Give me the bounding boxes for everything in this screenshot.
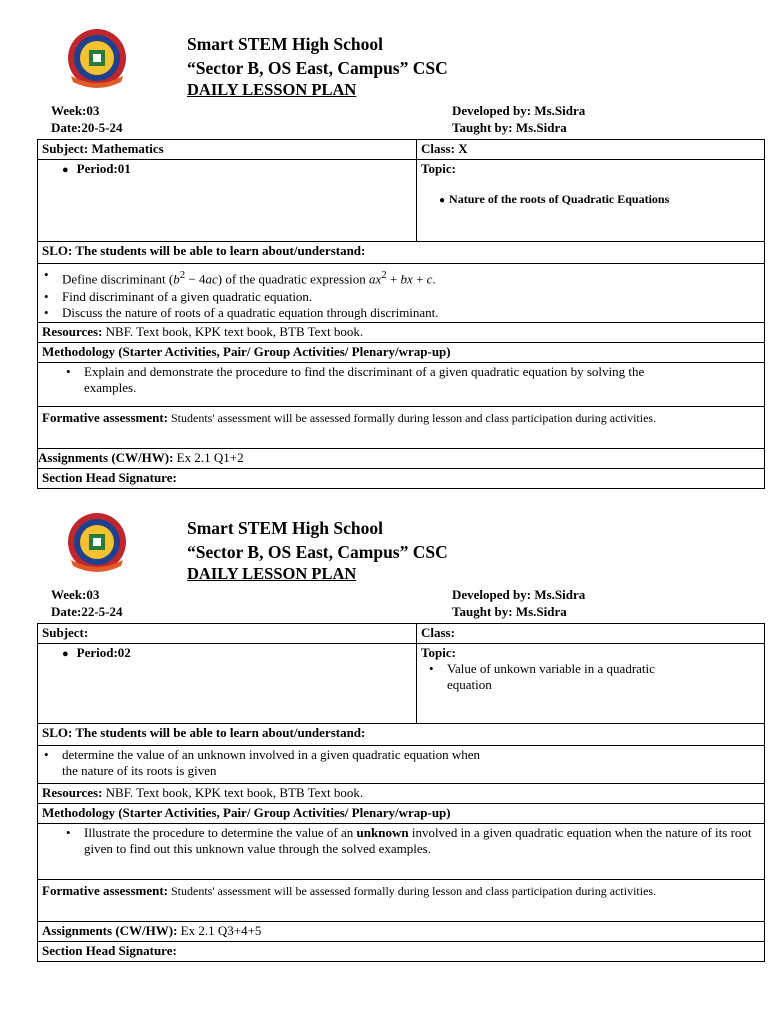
slo-list <box>38 264 765 323</box>
methodology-heading: Methodology (Starter Activities, Pair/ Group Activities/ Plenary/wrap-up) <box>38 343 765 363</box>
campus-name: “Sector B, OS East, Campus” CSC <box>187 542 448 562</box>
slo-item: • determine the value of an unknown involved in a given quadratic equation when the nature of its roots is given <box>42 747 482 779</box>
school-header <box>187 516 448 584</box>
topic-cell: Topic: ● Nature of the roots of Quadratic Equations <box>417 160 765 242</box>
methodology-heading: Methodology (Starter Activities, Pair/ Group Activities/ Plenary/wrap-up) <box>38 804 765 824</box>
period-cell: ● Period:01 <box>38 160 417 242</box>
date-label: Date:20-5-24 <box>51 120 123 135</box>
school-header <box>187 32 448 100</box>
assignments-label: Assignments (CW/HW): <box>38 450 174 466</box>
class-cell: Class: <box>417 624 765 644</box>
doc-title: DAILY LESSON PLAN <box>187 80 357 99</box>
school-name: Smart STEM High School <box>187 34 383 54</box>
period-label: Period:02 <box>76 645 131 660</box>
slo-heading: SLO: The students will be able to learn about/understand: <box>38 724 765 746</box>
campus-name: “Sector B, OS East, Campus” CSC <box>187 58 448 78</box>
assignments-row <box>38 449 765 469</box>
formative-label: Formative assessment: <box>42 410 168 426</box>
slo-item: • Find discriminant of a given quadratic equation. <box>42 289 760 305</box>
class-cell: Class: X <box>417 140 765 160</box>
slo-item: • Define discriminant $(b^2 - 4ac)$ of the quadratic expression $ax^2$ + bx + c. <box>42 265 760 289</box>
topic-label: Topic: <box>421 161 456 176</box>
formative-label: Formative assessment: <box>42 883 168 898</box>
assignments-row <box>38 922 765 942</box>
taught-by: Taught by: Ms.Sidra <box>452 604 567 619</box>
topic-cell <box>417 644 765 724</box>
topic-label: Topic: <box>421 645 456 660</box>
school-name: Smart STEM High School <box>187 518 383 538</box>
subject-cell: Subject: <box>38 624 417 644</box>
doc-title: DAILY LESSON PLAN <box>187 564 357 583</box>
signature-row: Section Head Signature: <box>38 942 765 962</box>
week-label: Week:03 <box>51 587 100 602</box>
resources-row <box>38 784 765 804</box>
taught-by: Taught by: Ms.Sidra <box>452 120 567 135</box>
formative-text: Students' assessment will be assessed formally during lesson and class participation during activities. <box>168 884 657 898</box>
resources-row <box>38 323 765 343</box>
assignments-text: Ex 2.1 Q3+4+5 <box>177 923 262 938</box>
developed-by: Developed by: Ms.Sidra <box>452 587 586 602</box>
developed-by: Developed by: Ms.Sidra <box>452 103 586 118</box>
methodology-cell <box>38 824 765 880</box>
lesson-table <box>37 139 765 489</box>
methodology-text: • Illustrate the procedure to determine the value of an unknown involved in a given quadratic equation when the nature of its root given to find out this unknown value through the solved examples. <box>64 825 760 857</box>
slo-item: • Discuss the nature of roots of a quadratic equation through discriminant. <box>42 305 760 321</box>
signature-row: Section Head Signature: <box>38 469 765 489</box>
school-logo-icon <box>65 28 129 88</box>
lesson-plan-1 <box>37 0 766 500</box>
resources-label: Resources: <box>42 785 103 800</box>
period-cell: ● Period:02 <box>38 644 417 724</box>
school-logo-icon <box>65 512 129 572</box>
topic-text: Nature of the roots of Quadratic Equations <box>449 192 670 206</box>
resources-text: NBF. Text book, KPK text book, BTB Text book. <box>102 785 364 800</box>
methodology-text: • Explain and demonstrate the procedure to find the discriminant of a given quadratic equation by solving the examples. <box>64 364 760 396</box>
subject-cell: Subject: Mathematics <box>38 140 417 160</box>
lesson-table <box>37 623 765 962</box>
slo-heading: SLO: The students will be able to learn about/understand: <box>38 242 765 264</box>
formative-text: Students' assessment will be assessed formally during lesson and class participation during activities. <box>168 411 657 426</box>
resources-label: Resources: <box>42 324 103 340</box>
resources-text: NBF. Text book, KPK text book, BTB Text book. <box>102 324 364 340</box>
lesson-plan-2 <box>37 484 766 974</box>
week-label: Week:03 <box>51 103 100 118</box>
formative-row <box>38 880 765 922</box>
formative-row <box>38 407 765 449</box>
methodology-cell <box>38 363 765 407</box>
methodology-emphasis: unknown <box>356 825 409 840</box>
period-label: Period:01 <box>76 161 131 176</box>
slo-list <box>38 746 765 784</box>
assignments-label: Assignments (CW/HW): <box>42 923 178 938</box>
assignments-text: Ex 2.1 Q1+2 <box>173 450 244 466</box>
date-label: Date:22-5-24 <box>51 604 123 619</box>
topic-text: • Value of unkown variable in a quadratic equation <box>427 661 697 693</box>
